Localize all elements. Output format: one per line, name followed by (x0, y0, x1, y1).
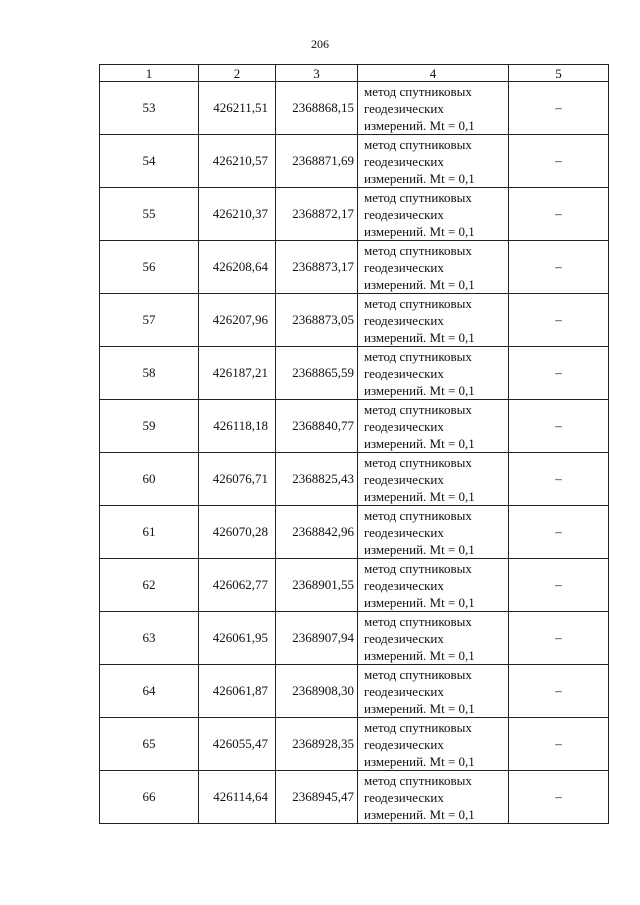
table-row (100, 400, 609, 453)
coordinates-table (99, 64, 609, 824)
method-cell: метод спутниковых геодезических измерений. Mt = 0,1 (358, 241, 509, 294)
column-header-3: 3 (276, 65, 358, 82)
point-number-cell: 57 (100, 294, 199, 347)
point-number-cell: 58 (100, 347, 199, 400)
x-coordinate-cell: 426210,37 (199, 188, 276, 241)
method-cell: метод спутниковых геодезических измерений. Mt = 0,1 (358, 506, 509, 559)
table-row (100, 506, 609, 559)
x-coordinate-cell: 426062,77 (199, 559, 276, 612)
table-row (100, 294, 609, 347)
y-coordinate-cell: 2368865,59 (276, 347, 358, 400)
table-row (100, 135, 609, 188)
y-coordinate-cell: 2368840,77 (276, 400, 358, 453)
table-row (100, 771, 609, 824)
note-cell: – (509, 718, 609, 771)
note-cell: – (509, 665, 609, 718)
y-coordinate-cell: 2368908,30 (276, 665, 358, 718)
x-coordinate-cell: 426211,51 (199, 82, 276, 135)
note-cell: – (509, 294, 609, 347)
table-row (100, 188, 609, 241)
column-header-1: 1 (100, 65, 199, 82)
y-coordinate-cell: 2368945,47 (276, 771, 358, 824)
method-cell: метод спутниковых геодезических измерений. Mt = 0,1 (358, 612, 509, 665)
x-coordinate-cell: 426208,64 (199, 241, 276, 294)
x-coordinate-cell: 426061,87 (199, 665, 276, 718)
note-cell: – (509, 612, 609, 665)
method-cell: метод спутниковых геодезических измерений. Mt = 0,1 (358, 347, 509, 400)
note-cell: – (509, 453, 609, 506)
table-row (100, 612, 609, 665)
column-header-2: 2 (199, 65, 276, 82)
point-number-cell: 62 (100, 559, 199, 612)
y-coordinate-cell: 2368868,15 (276, 82, 358, 135)
method-cell: метод спутниковых геодезических измерений. Mt = 0,1 (358, 135, 509, 188)
x-coordinate-cell: 426118,18 (199, 400, 276, 453)
table-row (100, 718, 609, 771)
method-cell: метод спутниковых геодезических измерений. Mt = 0,1 (358, 294, 509, 347)
table-row (100, 241, 609, 294)
method-cell: метод спутниковых геодезических измерений. Mt = 0,1 (358, 559, 509, 612)
point-number-cell: 64 (100, 665, 199, 718)
method-cell: метод спутниковых геодезических измерений. Mt = 0,1 (358, 453, 509, 506)
method-cell: метод спутниковых геодезических измерений. Mt = 0,1 (358, 718, 509, 771)
table-row (100, 559, 609, 612)
point-number-cell: 55 (100, 188, 199, 241)
table-row (100, 82, 609, 135)
x-coordinate-cell: 426070,28 (199, 506, 276, 559)
note-cell: – (509, 241, 609, 294)
point-number-cell: 65 (100, 718, 199, 771)
x-coordinate-cell: 426076,71 (199, 453, 276, 506)
point-number-cell: 54 (100, 135, 199, 188)
y-coordinate-cell: 2368873,17 (276, 241, 358, 294)
note-cell: – (509, 771, 609, 824)
note-cell: – (509, 135, 609, 188)
y-coordinate-cell: 2368825,43 (276, 453, 358, 506)
x-coordinate-cell: 426207,96 (199, 294, 276, 347)
y-coordinate-cell: 2368871,69 (276, 135, 358, 188)
x-coordinate-cell: 426061,95 (199, 612, 276, 665)
column-header-4: 4 (358, 65, 509, 82)
y-coordinate-cell: 2368872,17 (276, 188, 358, 241)
y-coordinate-cell: 2368928,35 (276, 718, 358, 771)
point-number-cell: 66 (100, 771, 199, 824)
column-header-5: 5 (509, 65, 609, 82)
x-coordinate-cell: 426055,47 (199, 718, 276, 771)
point-number-cell: 61 (100, 506, 199, 559)
note-cell: – (509, 188, 609, 241)
point-number-cell: 59 (100, 400, 199, 453)
method-cell: метод спутниковых геодезических измерений. Mt = 0,1 (358, 771, 509, 824)
note-cell: – (509, 559, 609, 612)
point-number-cell: 53 (100, 82, 199, 135)
table-header-row (100, 65, 609, 82)
table-row (100, 347, 609, 400)
table-body (100, 82, 609, 824)
page-number: 206 (311, 37, 329, 51)
table-row (100, 453, 609, 506)
point-number-cell: 56 (100, 241, 199, 294)
table-row (100, 665, 609, 718)
method-cell: метод спутниковых геодезических измерений. Mt = 0,1 (358, 400, 509, 453)
x-coordinate-cell: 426114,64 (199, 771, 276, 824)
point-number-cell: 60 (100, 453, 199, 506)
y-coordinate-cell: 2368842,96 (276, 506, 358, 559)
x-coordinate-cell: 426187,21 (199, 347, 276, 400)
note-cell: – (509, 400, 609, 453)
method-cell: метод спутниковых геодезических измерений. Mt = 0,1 (358, 188, 509, 241)
y-coordinate-cell: 2368901,55 (276, 559, 358, 612)
y-coordinate-cell: 2368873,05 (276, 294, 358, 347)
y-coordinate-cell: 2368907,94 (276, 612, 358, 665)
note-cell: – (509, 347, 609, 400)
method-cell: метод спутниковых геодезических измерений. Mt = 0,1 (358, 665, 509, 718)
note-cell: – (509, 82, 609, 135)
note-cell: – (509, 506, 609, 559)
x-coordinate-cell: 426210,57 (199, 135, 276, 188)
point-number-cell: 63 (100, 612, 199, 665)
method-cell: метод спутниковых геодезических измерений. Mt = 0,1 (358, 82, 509, 135)
